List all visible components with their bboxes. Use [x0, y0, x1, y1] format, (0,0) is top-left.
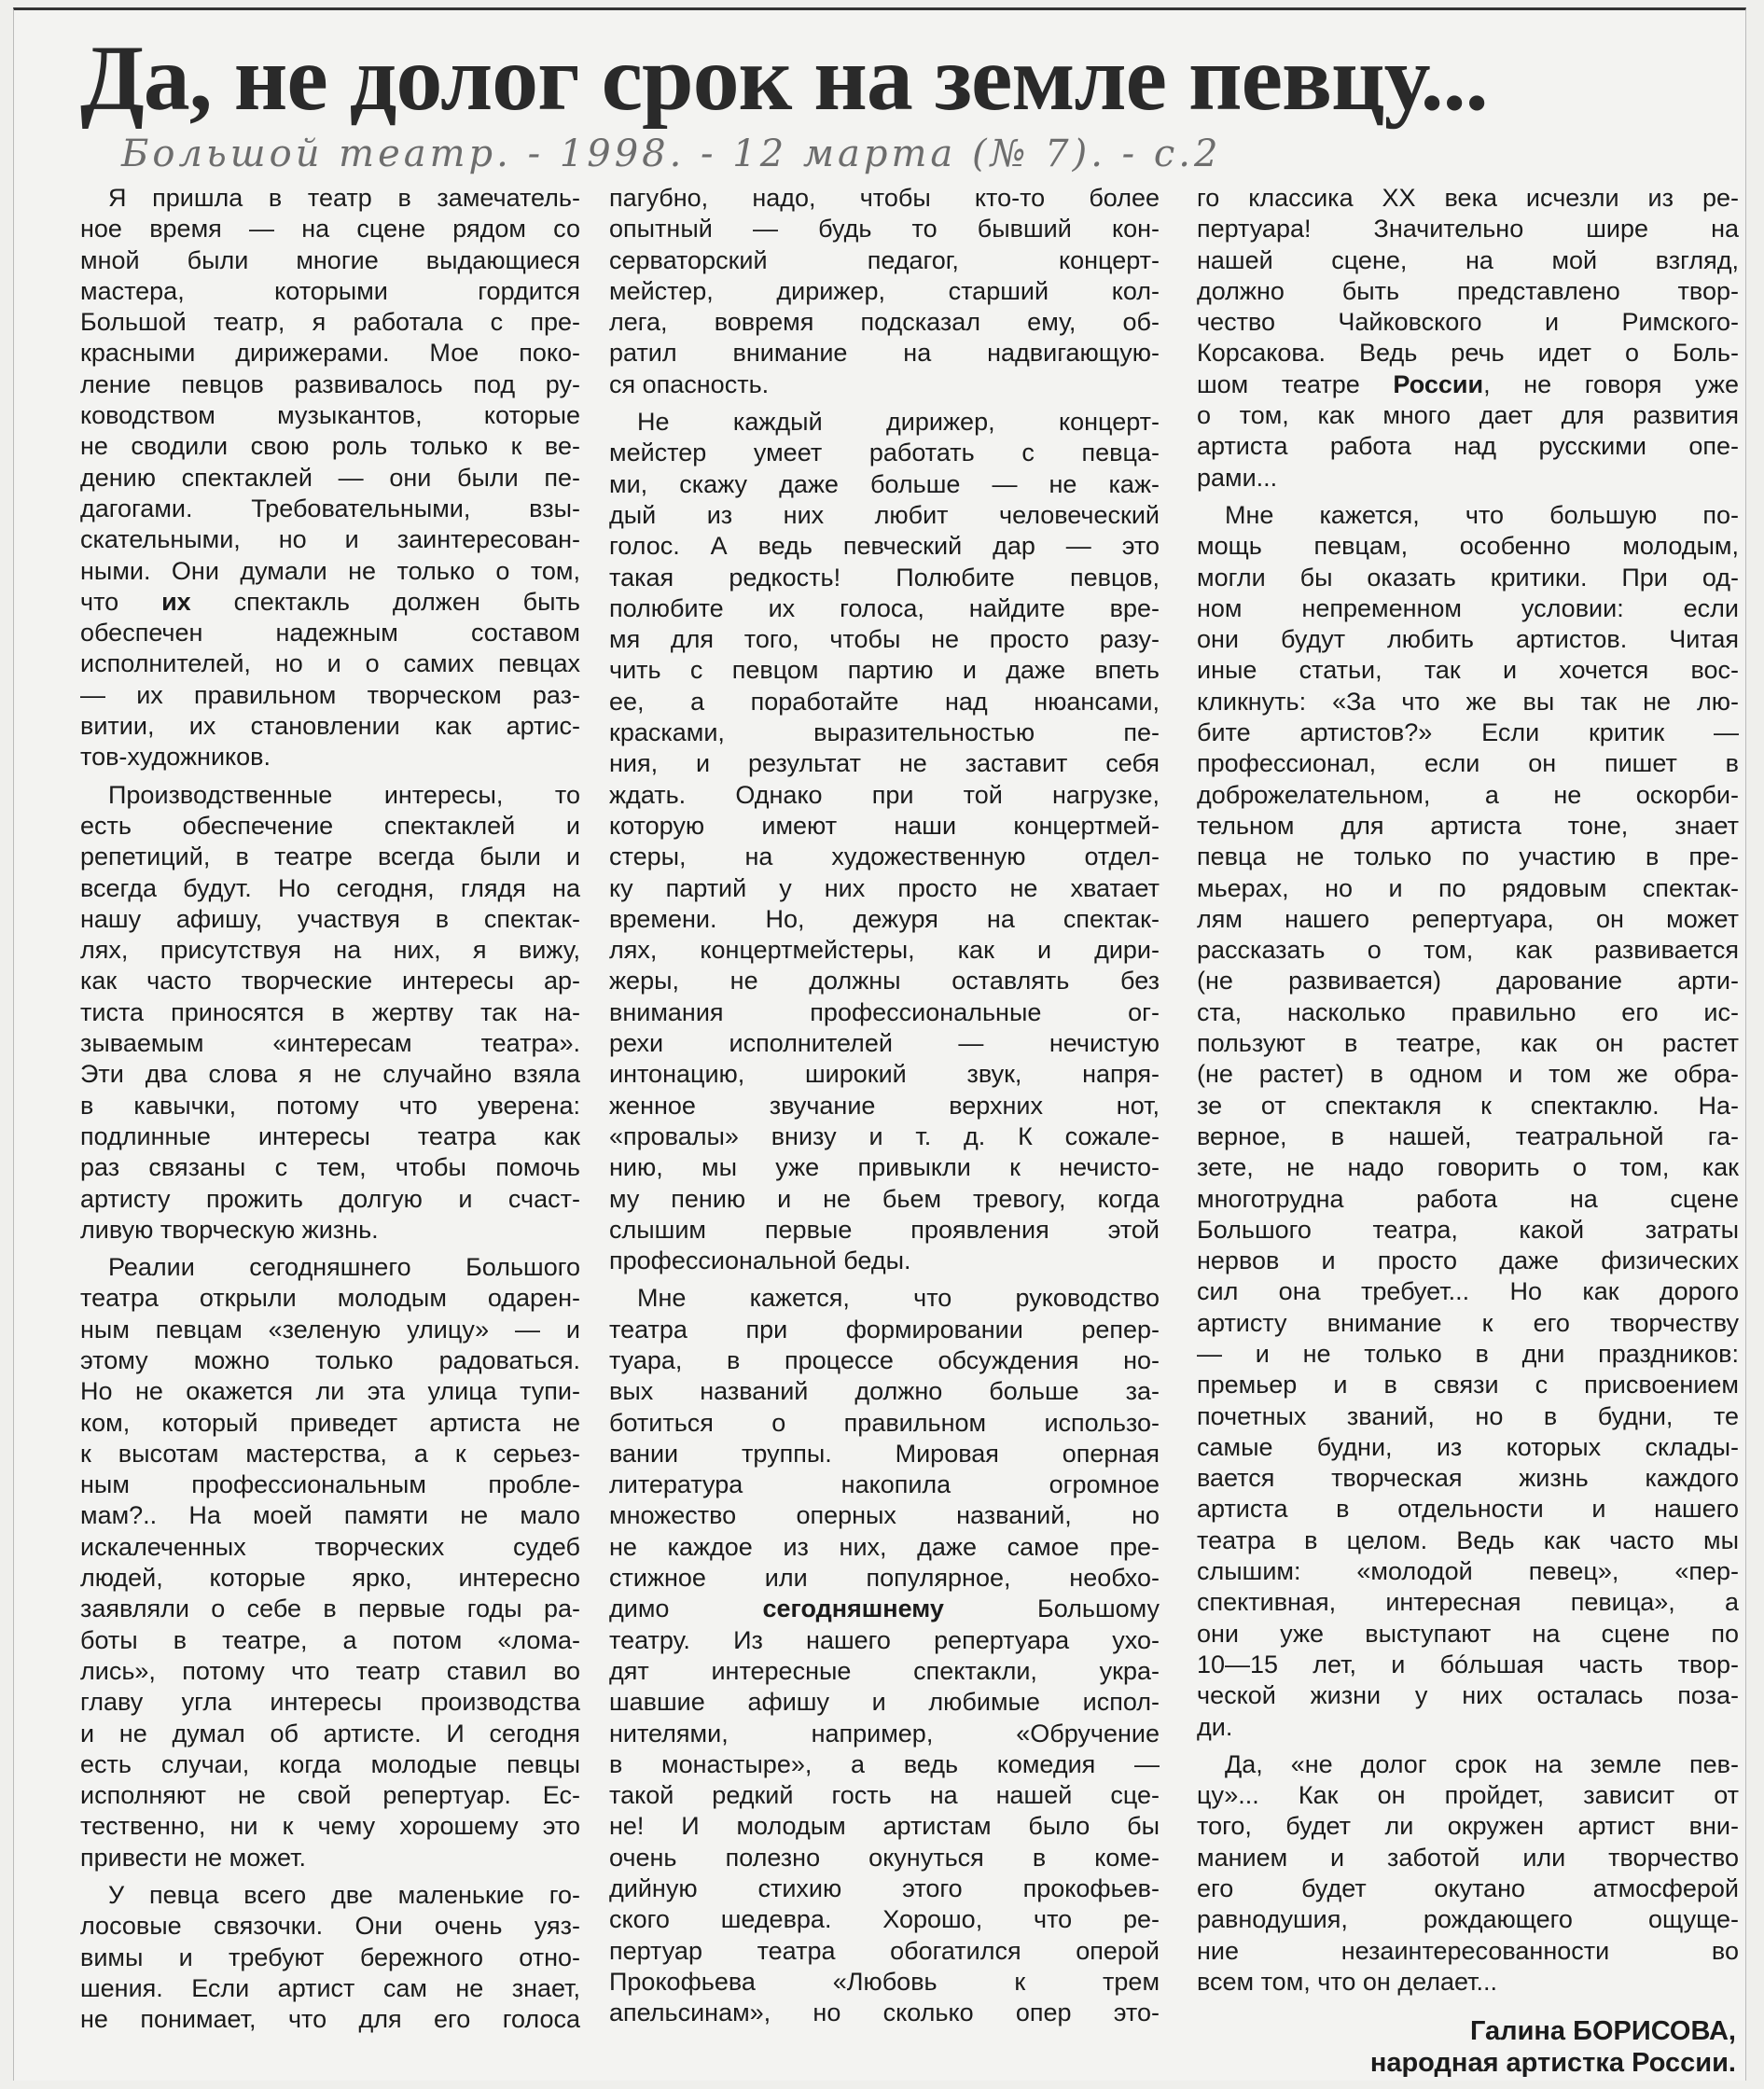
text-line: чить с певцом партию и даже впеть [609, 656, 1160, 685]
text-line: пертуар театра обогатился оперой [609, 1936, 1160, 1965]
text-line: сил она требует... Но как дорого [1197, 1277, 1739, 1306]
text-line: (не развивается) дарование арти- [1197, 967, 1739, 996]
text-line: ное время — на сцене рядом со [80, 215, 580, 244]
text-line: они уже выступают на сцене по [1197, 1619, 1739, 1648]
text-line: дят интересные спектакли, укра- [609, 1656, 1160, 1685]
text-line: почетных званий, но в будни, те [1197, 1401, 1739, 1430]
text-line: ку партий у них просто не хватает [609, 873, 1160, 902]
text-line: красками, выразительностью пе- [609, 718, 1160, 747]
text-line: к высотам мастерства, а к серьез- [80, 1439, 580, 1468]
text-line: зе от спектакля к спектаклю. На- [1197, 1091, 1739, 1120]
text-line: привести не может. [80, 1843, 306, 1872]
text-line: артиста в отдельности и нашего [1197, 1495, 1739, 1524]
text-line: лям нашего репертуара, он может [1197, 904, 1739, 933]
text-line: как часто творческие интересы ар- [80, 967, 580, 996]
text-line: голос. А ведь певческий дар — это [609, 532, 1160, 561]
text-line: всегда будут. Но сегодня, глядя на [80, 873, 580, 902]
text-line: людей, которые ярко, интересно [80, 1564, 580, 1593]
bold-emphasis: России [1393, 369, 1484, 398]
text-line: не! И молодым артистам было бы [609, 1812, 1160, 1841]
text-line: ком, который приведет артиста не [80, 1408, 580, 1437]
text-line: они будут любить артистов. Читая [1197, 625, 1739, 654]
text-line: зываемым «интересам театра». [80, 1029, 580, 1058]
text-line [80, 587, 580, 618]
text-line: мастера, которыми гордится [80, 276, 580, 305]
text-line: тельном для артиста тоне, знает [1197, 811, 1739, 840]
text-segment: шом театре [1197, 369, 1394, 398]
handwritten-citation-note: Большой театр. - 1998. - 12 марта (№ 7). - с.2 [121, 132, 1222, 175]
text-line: нашей сцене, на мой взгляд, [1197, 245, 1739, 274]
text-line: лосовые связочки. Они очень уяз- [80, 1912, 580, 1941]
text-line: которую имеют наши концертмей- [609, 811, 1160, 840]
text-line: литература накопила огромное [609, 1470, 1160, 1499]
text-line: Да, «не долог срок на земле пев- [1225, 1749, 1739, 1778]
text-line: времени. Но, дежуря на спектак- [609, 904, 1160, 933]
text-line: кликнуть: «За что же вы так не лю- [1197, 687, 1739, 716]
text-line: ди. [1197, 1712, 1233, 1741]
text-line: есть случаи, когда молодые певцы [80, 1749, 580, 1778]
text-line: раз связаны с тем, чтобы помочь [80, 1153, 580, 1182]
text-line: лях, концертмейстеры, как и дири- [609, 936, 1160, 965]
text-line: вании труппы. Мировая оперная [609, 1439, 1160, 1468]
text-line: вается творческая жизнь каждого [1197, 1464, 1739, 1493]
text-line: многотрудна работа на сцене [1197, 1184, 1739, 1213]
text-line: ния, и результат не заставит себя [609, 749, 1160, 778]
author-title: народная артистка России. [1369, 2048, 1736, 2078]
text-line: мам?.. На моей памяти не мало [80, 1501, 580, 1530]
article-paragraph [609, 407, 1160, 1276]
text-line: в кавычки, потому что уверена: [80, 1091, 580, 1120]
article-paragraph [1197, 1749, 1739, 1998]
text-line: слышим первые проявления этой [609, 1215, 1160, 1244]
text-line: не каждое из них, даже самое пре- [609, 1532, 1160, 1561]
text-line: множество оперных названий, но [609, 1501, 1160, 1530]
text-line: ление певцов развивалось под ру- [80, 369, 580, 398]
text-line: ми, скажу даже больше — не каж- [609, 469, 1160, 498]
text-line: лись», потому что театр ставил во [80, 1656, 580, 1685]
text-line: зете, не надо говорить о том, как [1197, 1153, 1739, 1182]
text-line: есть обеспечение спектаклей и [80, 811, 580, 840]
text-line: тественно, ни к чему хорошему это [80, 1812, 580, 1841]
bold-emphasis: сегодняшнему [762, 1595, 944, 1623]
text-line: апельсинам», но сколько опер это- [609, 1998, 1160, 2027]
text-line: бите артистов?» Если критик — [1197, 718, 1739, 747]
text-line: рассказать о том, как развивается [1197, 936, 1739, 965]
text-line: лях, присутствуя на них, я вижу, [80, 936, 580, 965]
text-segment: димо [609, 1595, 763, 1623]
text-line: мной были многие выдающиеся [80, 245, 580, 274]
text-line: витии, их становлении как артис- [80, 712, 580, 741]
text-line: интонацию, широкий звук, напря- [609, 1060, 1160, 1089]
text-line: мьерах, но и по рядовым спектак- [1197, 873, 1739, 902]
text-line: театра в целом. Ведь как часто мы [1197, 1525, 1739, 1554]
text-line: доброжелательном, а не оскорби- [1197, 780, 1739, 809]
text-line: У певца всего две маленькие го- [108, 1881, 580, 1910]
text-line: дийную стихию этого прокофьев- [609, 1874, 1160, 1903]
text-line: театру. Из нашего репертуара ухо- [609, 1625, 1160, 1654]
text-line: артиста работа над русскими опе- [1197, 432, 1739, 461]
text-line: ратил внимание на надвигающую- [609, 339, 1160, 368]
text-segment: что [80, 587, 162, 616]
text-line: му пению и не бьем тревогу, когда [609, 1184, 1160, 1213]
text-line: ном непременном условии: если [1197, 593, 1739, 622]
text-line: дый из них любит человеческий [609, 500, 1160, 529]
text-line: Реалии сегодняшнего Большого [108, 1253, 580, 1282]
text-line: женное звучание верхних нот, [609, 1091, 1160, 1120]
text-line: ждать. Однако при той нагрузке, [609, 780, 1160, 809]
text-line: ным профессиональным пробле- [80, 1470, 580, 1499]
text-segment: , не говоря уже [1483, 369, 1739, 398]
text-line: ского шедевра. Хорошо, что ре- [609, 1905, 1160, 1934]
text-line: Производственные интересы, то [108, 780, 580, 809]
author-signature [1370, 2015, 1736, 2079]
text-line: Корсакова. Ведь речь идет о Боль- [1197, 339, 1739, 368]
text-line: вых названий должно больше за- [609, 1377, 1160, 1406]
text-line: профессиональной беды. [609, 1246, 911, 1275]
article-paragraph [80, 1252, 580, 1873]
text-line: тиста приносятся в жертву так на- [80, 997, 580, 1026]
text-line: го классика XX века исчезли из ре- [1197, 184, 1739, 212]
text-line: внимания профессиональные ог- [609, 997, 1160, 1026]
text-line: певца не только по участию в пре- [1197, 843, 1739, 871]
text-line: мощь певцам, особенно молодым, [1197, 532, 1739, 561]
text-line: скательными, но и заинтересован- [80, 525, 580, 554]
text-line: всем том, что он делает... [1197, 1967, 1497, 1996]
text-line: чество Чайковского и Римского- [1197, 308, 1739, 337]
text-line: ее, а поработайте над нюансами, [609, 687, 1160, 716]
text-line: не сводили свою роль только к ве- [80, 432, 580, 461]
text-line: иные статьи, так и хочется вос- [1197, 656, 1739, 685]
text-line: верное, в нашей, театральной га- [1197, 1121, 1739, 1150]
text-line: репетиций, в театре всегда были и [80, 843, 580, 871]
text-line: манием и заботой или творчество [1197, 1843, 1739, 1872]
text-line: ся опасность. [609, 369, 770, 398]
text-line: того, будет ли окружен артист вни- [1197, 1812, 1739, 1841]
text-line: театра при формировании репер- [609, 1315, 1160, 1344]
text-line: Большого театра, какой затраты [1197, 1215, 1739, 1244]
text-line: (не растет) в одном и том же обра- [1197, 1060, 1739, 1089]
text-line: вимы и требуют бережного отно- [80, 1943, 580, 1971]
article-column-1 [80, 183, 580, 2042]
article-column-3 [1197, 183, 1739, 2004]
text-line [1197, 369, 1739, 400]
text-line: его будет окутано атмосферой [1197, 1874, 1739, 1903]
text-line: могли бы оказать критики. При од- [1197, 563, 1739, 592]
text-line: профессионал, если он пишет в [1197, 749, 1739, 778]
text-line: исполнителей, но и о самих певцах [80, 649, 580, 678]
text-line: красными дирижерами. Мое поко- [80, 339, 580, 368]
text-line: ста, насколько правильно его ис- [1197, 997, 1739, 1026]
text-line: полюбите их голоса, найдите вре- [609, 593, 1160, 622]
text-line: подлинные интересы театра как [80, 1121, 580, 1150]
text-line: в монастыре», а ведь комедия — [609, 1749, 1160, 1778]
text-line: Мне кажется, что большую по- [1225, 500, 1739, 529]
text-line: ководством музыкантов, которые [80, 401, 580, 430]
text-line: стеры, на художественную отдел- [609, 843, 1160, 871]
text-line: артисту прожить долгую и счаст- [80, 1184, 580, 1213]
text-line: дению спектаклей — они были пе- [80, 463, 580, 492]
article-paragraph [609, 1283, 1160, 2028]
text-line: серваторский педагог, концерт- [609, 245, 1160, 274]
text-line: цу»... Как он пройдет, зависит от [1197, 1781, 1739, 1810]
text-line: заявляли о себе в первые годы ра- [80, 1595, 580, 1623]
text-line: нителями, например, «Обручение [609, 1719, 1160, 1748]
article-paragraph [80, 183, 580, 773]
text-line: главу угла интересы производства [80, 1688, 580, 1717]
text-line: пертуара! Значительно шире на [1197, 215, 1739, 244]
text-line: искалеченных творческих судеб [80, 1532, 580, 1561]
text-line: о том, как много дает для развития [1197, 401, 1739, 430]
text-line: равнодушия, рождающего ощуще- [1197, 1905, 1739, 1934]
text-line: ными. Они думали не только о том, [80, 556, 580, 585]
text-line: ным певцам «зеленую улицу» — и [80, 1315, 580, 1344]
text-line: мя для того, чтобы не просто разу- [609, 625, 1160, 654]
text-line: такой редкий гость на нашей сце- [609, 1781, 1160, 1810]
text-line: спективная, интересная певица», а [1197, 1588, 1739, 1617]
text-line: артисту внимание к его творчеству [1197, 1308, 1739, 1337]
text-line: этому можно только радоваться. [80, 1345, 580, 1374]
text-line: Не каждый дирижер, концерт- [637, 408, 1160, 437]
text-line: Большой театр, я работала с пре- [80, 308, 580, 337]
text-segment: спектакль должен быть [190, 587, 580, 616]
text-line: слышим: «молодой певец», «пер- [1197, 1557, 1739, 1586]
text-line: нервов и просто даже физических [1197, 1246, 1739, 1275]
article-paragraph [80, 780, 580, 1246]
text-line: туара, в процессе обсуждения но- [609, 1345, 1160, 1374]
text-line: ческой жизни у них осталась поза- [1197, 1681, 1739, 1710]
article-paragraph [609, 183, 1160, 400]
text-line: «провалы» внизу и т. д. К сожале- [609, 1121, 1160, 1150]
text-line: театра открыли молодым одарен- [80, 1284, 580, 1313]
author-name: Галина БОРИСОВА, [1469, 2016, 1736, 2046]
text-line: — их правильном творческом раз- [80, 680, 580, 709]
text-line: опытный — будь то бывший кон- [609, 215, 1160, 244]
text-line: и не думал об артисте. И сегодня [80, 1719, 580, 1748]
text-line: ние незаинтересованности во [1197, 1936, 1739, 1965]
article-title: Да, не долог срок на земле певцу... [80, 26, 1488, 130]
text-line: мейстер, дирижер, старший кол- [609, 276, 1160, 305]
text-line: тов-художников. [80, 743, 271, 772]
text-line: Эти два слова я не случайно взяла [80, 1060, 580, 1089]
text-line: Прокофьева «Любовь к трем [609, 1967, 1160, 1996]
article-paragraph [1197, 183, 1739, 494]
text-line: — и не только в дни праздников: [1197, 1339, 1739, 1368]
text-line: должно быть представлено твор- [1197, 276, 1739, 305]
text-line: очень полезно окунуться в коме- [609, 1843, 1160, 1872]
text-line: обеспечен надежным составом [80, 619, 580, 648]
text-line: нию, мы уже привыкли к нечисто- [609, 1153, 1160, 1182]
text-segment: Большому [943, 1595, 1160, 1623]
article-paragraph [80, 1880, 580, 2035]
text-line: пользуют в театре, как он растет [1197, 1029, 1739, 1058]
text-line: шения. Если артист сам не знает, [80, 1973, 580, 2002]
text-line: не понимает, что для его голоса [80, 2005, 580, 2034]
text-line: рехи исполнителей — нечистую [609, 1029, 1160, 1058]
text-line: Я пришла в театр в замечатель- [108, 184, 580, 212]
text-line: пагубно, надо, чтобы кто-то более [609, 184, 1160, 212]
text-line: дагогами. Требовательными, взы- [80, 494, 580, 522]
text-line [609, 1594, 1160, 1624]
text-line: 10—15 лет, и бóльшая часть твор- [1197, 1650, 1739, 1678]
text-line: исполняют не свой репертуар. Ес- [80, 1781, 580, 1810]
text-line: ливую творческую жизнь. [80, 1215, 379, 1244]
text-line: лега, вовремя подсказал ему, об- [609, 308, 1160, 337]
text-line: ботиться о правильном использо- [609, 1408, 1160, 1437]
article-column-2 [609, 183, 1160, 2036]
text-line: боты в театре, а потом «лома- [80, 1625, 580, 1654]
bold-emphasis: их [161, 587, 191, 616]
text-line: нашу афишу, участвуя в спектак- [80, 904, 580, 933]
text-line: жеры, не должны оставлять без [609, 967, 1160, 996]
text-line: шавшие афишу и любимые испол- [609, 1688, 1160, 1717]
text-line: такая редкость! Полюбите певцов, [609, 563, 1160, 592]
text-line: самые будни, из которых склады- [1197, 1432, 1739, 1461]
text-line: премьер и в связи с присвоением [1197, 1371, 1739, 1400]
text-line: рами... [1197, 463, 1278, 492]
text-line: Мне кажется, что руководство [637, 1284, 1160, 1313]
article-paragraph [1197, 500, 1739, 1743]
text-line: мейстер умеет работать с певца- [609, 439, 1160, 467]
text-line: стижное или популярное, необхо- [609, 1564, 1160, 1593]
text-line: Но не окажется ли эта улица тупи- [80, 1377, 580, 1406]
